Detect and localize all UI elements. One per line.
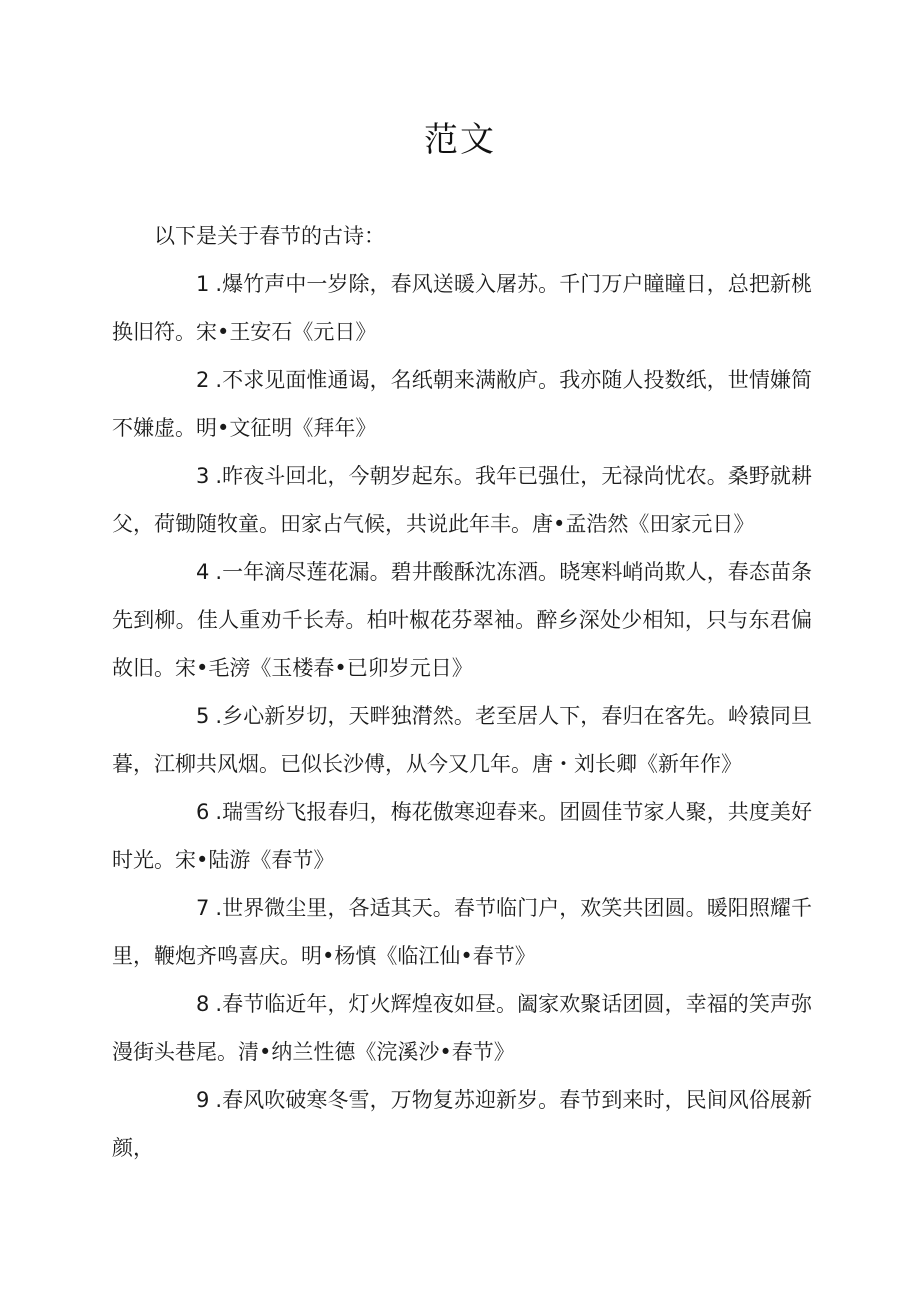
poem-number: 9 [196,1088,210,1112]
poem-number: 7 [196,896,210,920]
poem-paragraph [112,1076,812,1172]
poem-paragraph [112,260,812,356]
poem-paragraph [112,452,812,548]
intro-paragraph: 以下是关于春节的古诗： [154,224,385,248]
poem-text: .一年滴尽莲花漏。碧井酸酥沈冻酒。晓寒料峭尚欺人，春态苗条先到柳。佳人重劝千长寿。柏叶椒花芬翠袖。醉乡深处少相知，只与东君偏故旧。宋•毛滂《玉楼春•已卯岁元日》 [112,560,812,680]
page-title: 范文 [424,120,496,160]
poem-number: 8 [196,992,210,1016]
poem-text: .乡心新岁切，天畔独潸然。老至居人下，春归在客先。岭猿同旦暮，江柳共风烟。已似长沙傅，从今又几年。唐・刘长卿《新年作》 [112,704,812,776]
poem-number: 4 [196,560,210,584]
poem-number: 6 [196,800,210,824]
poem-paragraph [112,692,812,788]
poem-text: .春节临近年，灯火辉煌夜如昼。阖家欢聚话团圆，幸福的笑声弥漫街头巷尾。清•纳兰性德《浣溪沙•春节》 [112,992,812,1064]
document-body [112,212,812,1172]
poem-text: .昨夜斗回北，今朝岁起东。我年已强仕，无禄尚忧农。桑野就耕父，荷锄随牧童。田家占气候，共说此年丰。唐•孟浩然《田家元日》 [112,464,812,536]
poem-text: .春风吹破寒冬雪，万物复苏迎新岁。春节到来时，民间风俗展新颜， [112,1088,812,1160]
poem-paragraph [112,884,812,980]
poem-text: .爆竹声中一岁除，春风送暖入屠苏。千门万户瞳瞳日，总把新桃换旧符。宋•王安石《元日》 [112,272,812,344]
poem-paragraph [112,788,812,884]
poem-number: 1 [196,272,210,296]
poem-number: 5 [196,704,210,728]
poem-number: 2 [196,368,210,392]
poem-text: .瑞雪纷飞报春归，梅花傲寒迎春来。团圆佳节家人聚，共度美好时光。宋•陆游《春节》 [112,800,812,872]
poem-number: 3 [196,464,210,488]
poem-paragraph [112,548,812,692]
poem-paragraph [112,356,812,452]
poem-paragraph [112,980,812,1076]
poem-text: .世界微尘里，各适其天。春节临门户，欢笑共团圆。暖阳照耀千里，鞭炮齐鸣喜庆。明•杨慎《临江仙•春节》 [112,896,812,968]
poem-text: .不求见面惟通谒，名纸朝来满敝庐。我亦随人投数纸，世情嫌简不嫌虚。明•文征明《拜年》 [112,368,812,440]
